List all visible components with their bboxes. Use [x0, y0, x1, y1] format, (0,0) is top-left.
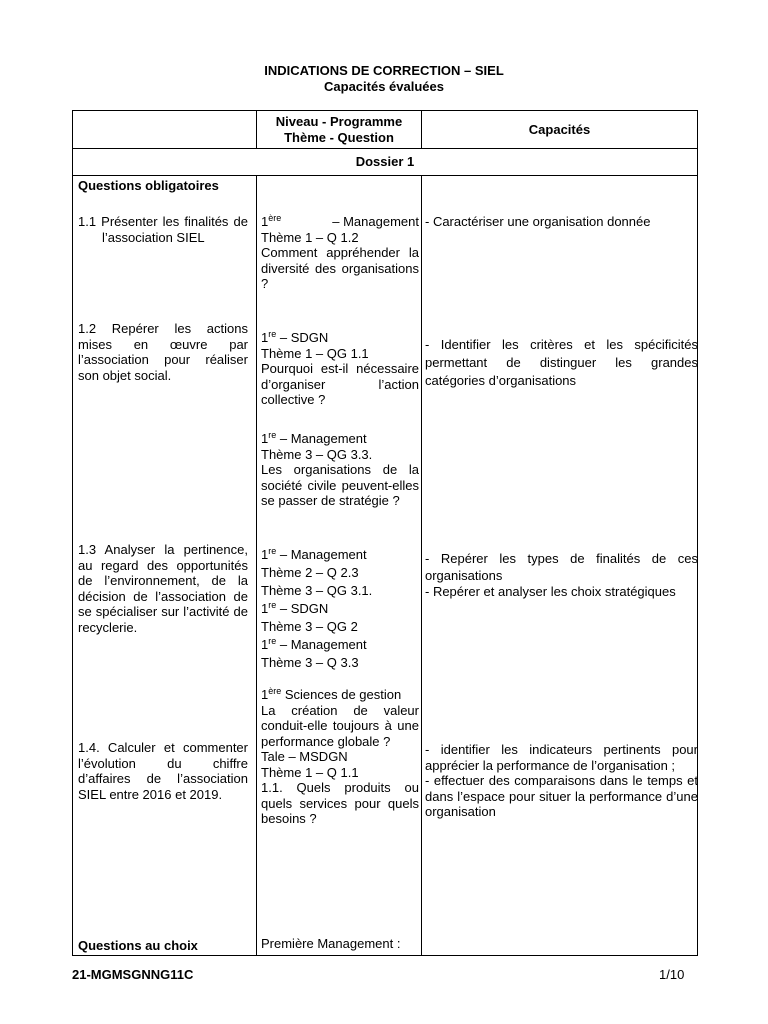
dossier-row	[73, 149, 698, 176]
header-capacites: Capacités	[422, 111, 698, 149]
programme-1-4-level: 1ère Sciences de gestion	[261, 686, 402, 702]
table-header-row	[73, 111, 698, 149]
programme-1-3-theme4: Thème 3 – Q 3.3	[261, 655, 359, 670]
programme-1-2b-level: 1re – Management	[261, 430, 367, 446]
programme-1-2a-theme: Thème 1 – QG 1.1	[261, 345, 369, 361]
programme-1-2a	[261, 330, 419, 408]
table-body-row	[73, 176, 698, 956]
capacite-1-3a: - Repérer les types de finalités de ces organisations	[425, 551, 698, 583]
document-title: INDICATIONS DE CORRECTION – SIEL	[264, 63, 504, 78]
capacite-1-4a: - identifier les indicateurs pertinents pour apprécier la performance de l’organisation ;	[425, 742, 698, 773]
header-col2-line2: Thème - Question	[284, 129, 394, 145]
capacite-1-1: - Caractériser une organisation donnée	[425, 214, 651, 229]
programme-1-3-level1: 1re – Management	[261, 546, 367, 562]
question-1-1: 1.1 Présenter les finalités de l’association SIEL	[78, 214, 248, 245]
footer-document-code: 21-MGMSGNNG11C	[72, 967, 194, 982]
programme-choix: Première Management :	[261, 936, 401, 951]
programme-1-2a-level: 1re – SDGN	[261, 329, 329, 345]
dossier-title: Dossier 1	[73, 149, 698, 176]
programme-1-2b-question: Les organisations de la société civile peuvent-elles se passer de stratégie ?	[261, 462, 419, 508]
programme-1-3-theme2: Thème 3 – QG 3.1.	[261, 583, 373, 598]
footer-page-number: 1/10	[659, 967, 685, 982]
question-1-3: 1.3 Analyser la pertinence, au regard des opportunités de l’environnement, de la décision de l’association de se spécialiser sur l’activité de recyclerie.	[78, 542, 248, 635]
correction-table	[72, 110, 698, 956]
programme-1-4	[261, 687, 419, 827]
programme-1-2b	[261, 431, 419, 509]
header-col2-line1: Niveau - Programme	[275, 114, 403, 129]
programme-1-4-level2: Tale – MSDGN	[261, 749, 348, 764]
programme-column	[257, 176, 422, 956]
question-1-4: 1.4. Calculer et commenter l’évolution du chiffre d’affaires de l’association SIEL entre 2016 et 2019.	[78, 740, 248, 802]
programme-1-1-question: Comment appréhender la diversité des organisations ?	[261, 245, 419, 291]
programme-1-4-question2: 1.1. Quels produits ou quels services pour quels besoins ?	[261, 780, 419, 826]
questions-au-choix-label: Questions au choix	[78, 938, 198, 953]
programme-1-1-level: 1ère – Management	[261, 213, 419, 229]
programme-1-4-question1: La création de valeur conduit-elle toujours à une performance globale ?	[261, 702, 419, 749]
capacite-1-4b: - effectuer des comparaisons dans le temps et dans l’espace pour situer la performance d’une organisation	[425, 773, 698, 819]
document-subtitle: Capacités évaluées	[324, 79, 444, 94]
question-1-2: 1.2 Repérer les actions mises en œuvre par l’association pour réaliser son objet social.	[78, 321, 248, 383]
questions-column	[73, 176, 257, 956]
capacite-1-2: - Identifier les critères et les spécificités permettant de distinguer les grandes catégories d’organisations	[425, 337, 698, 388]
questions-obligatoires-label: Questions obligatoires	[78, 178, 219, 193]
programme-1-3-theme1: Thème 2 – Q 2.3	[261, 565, 359, 580]
programme-1-2a-question: Pourquoi est-il nécessaire d’organiser l’action collective ?	[261, 361, 419, 407]
programme-1-2b-theme: Thème 3 – QG 3.3.	[261, 446, 373, 462]
programme-1-3	[261, 546, 419, 672]
header-empty-cell	[73, 111, 257, 149]
programme-1-4-theme: Thème 1 – Q 1.1	[261, 764, 359, 780]
capacite-1-3b: - Repérer et analyser les choix stratégiques	[425, 584, 676, 599]
programme-1-3-level2: 1re – SDGN	[261, 600, 329, 616]
programme-1-3-theme3: Thème 3 – QG 2	[261, 619, 358, 634]
programme-1-1-theme: Thème 1 – Q 1.2	[261, 229, 359, 245]
programme-1-3-level3: 1re – Management	[261, 636, 367, 652]
capacites-column	[422, 176, 698, 956]
header-niveau-programme	[257, 111, 422, 149]
programme-1-1	[261, 214, 419, 292]
